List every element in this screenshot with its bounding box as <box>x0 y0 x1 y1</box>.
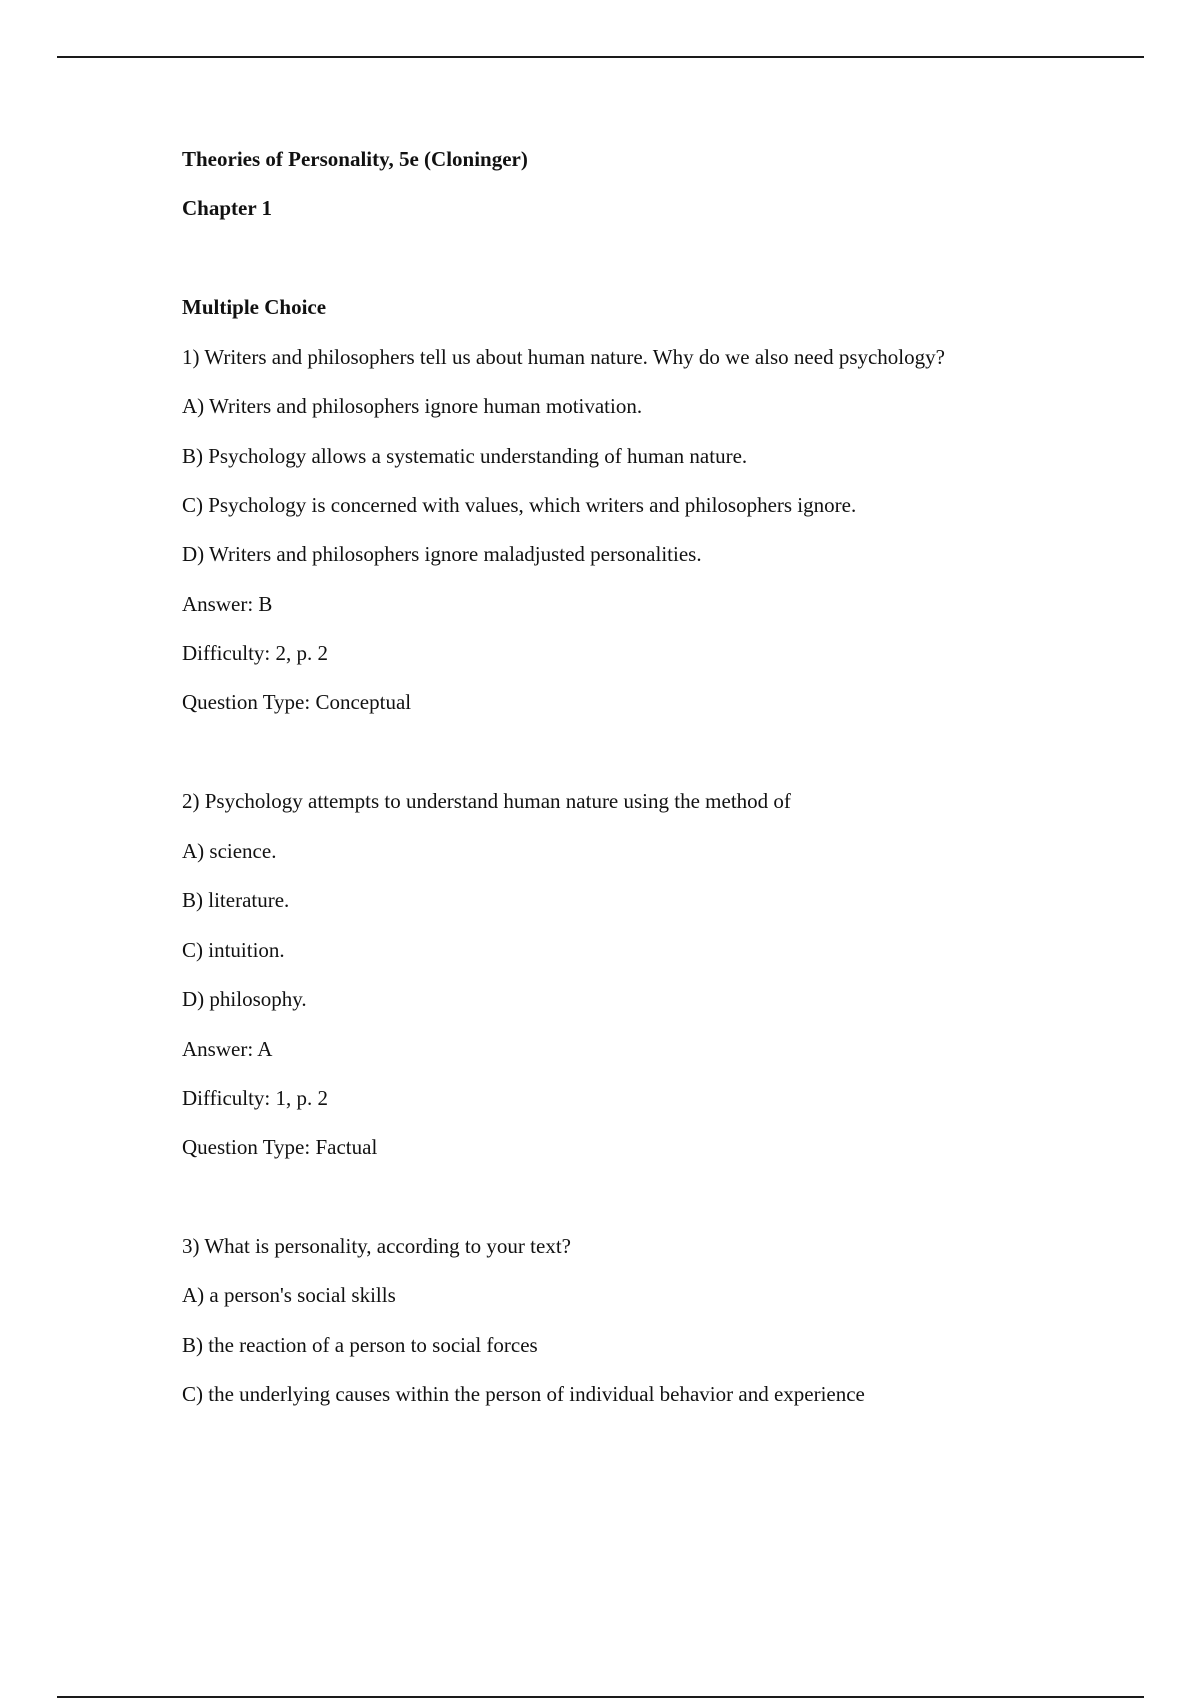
book-title: Theories of Personality, 5e (Cloninger) <box>182 147 528 171</box>
question-1-stem: 1) Writers and philosophers tell us about human nature. Why do we also need psychology? <box>182 345 945 369</box>
question-1-option-b: B) Psychology allows a systematic understanding of human nature. <box>182 444 748 468</box>
question-3-option-a: A) a person's social skills <box>182 1283 396 1307</box>
question-2-type: Question Type: Factual <box>182 1135 378 1159</box>
section-title: Multiple Choice <box>182 295 327 319</box>
question-2-difficulty: Difficulty: 1, p. 2 <box>182 1086 329 1110</box>
question-2-option-b: B) literature. <box>182 888 290 912</box>
question-2-answer: Answer: A <box>182 1037 273 1061</box>
question-1-option-c: C) Psychology is concerned with values, which writers and philosophers ignore. <box>182 493 857 517</box>
question-1-option-d: D) Writers and philosophers ignore maladjusted personalities. <box>182 542 702 566</box>
question-2-option-a: A) science. <box>182 839 277 863</box>
bottom-rule <box>57 1696 1144 1698</box>
question-2-option-d: D) philosophy. <box>182 987 307 1011</box>
question-3-stem: 3) What is personality, according to your text? <box>182 1234 571 1258</box>
question-1-option-a: A) Writers and philosophers ignore human motivation. <box>182 394 643 418</box>
question-3-option-b: B) the reaction of a person to social forces <box>182 1333 538 1357</box>
question-1-difficulty: Difficulty: 2, p. 2 <box>182 641 329 665</box>
question-2-option-c: C) intuition. <box>182 938 285 962</box>
question-2-stem: 2) Psychology attempts to understand human nature using the method of <box>182 789 791 813</box>
question-3-option-c: C) the underlying causes within the person of individual behavior and experience <box>182 1382 865 1406</box>
question-1-type: Question Type: Conceptual <box>182 690 412 714</box>
top-rule <box>57 56 1144 58</box>
chapter-heading: Chapter 1 <box>182 196 273 220</box>
question-1-answer: Answer: B <box>182 592 273 616</box>
